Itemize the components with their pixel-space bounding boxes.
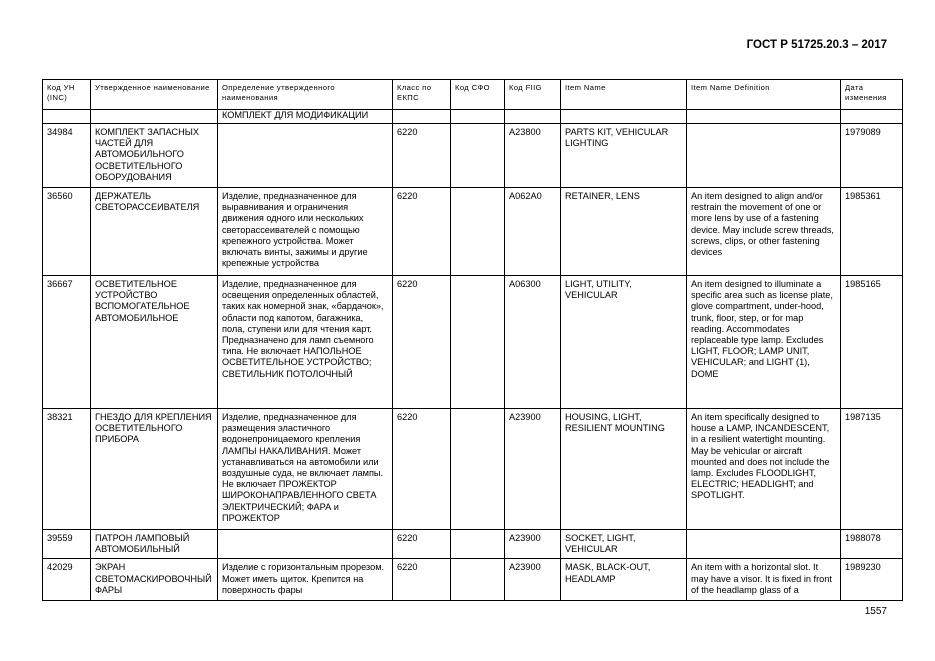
cell-class: 6220 — [393, 530, 451, 559]
col-header-sfo: Код СФО — [451, 80, 505, 110]
col-header-name: Утвержденное наименование — [91, 80, 218, 110]
cell-name: ПАТРОН ЛАМПОВЫЙ АВТОМОБИЛЬНЫЙ — [91, 530, 218, 559]
page-number: 1557 — [864, 606, 887, 617]
cell-name: ОСВЕТИТЕЛЬНОЕ УСТРОЙСТВО ВСПОМОГАТЕЛЬНОЕ АВТОМОБИЛЬНОЕ — [91, 276, 218, 409]
cell-item-name: MASK, BLACK-OUT, HEADLAMP — [561, 559, 687, 601]
cell-definition: Изделие, предназначенное для размещения эластичного водонепроницаемого крепления ЛАМПЫ НАКАЛИВАНИЯ. Может устанавливаться на автомобили или воздушные суда, не включает лампы. Не включает ПРОЖЕКТОР ШИРОКОНАПРАВЛЕННОГО СВЕТА ЭЛЕКТРИЧЕСКИЙ; ФАРА и ПРОЖЕКТОР — [218, 409, 393, 530]
cell-date: 1988078 — [841, 530, 903, 559]
cell-name: КОМПЛЕКТ ЗАПАСНЫХ ЧАСТЕЙ ДЛЯ АВТОМОБИЛЬНОГО ОСВЕТИТЕЛЬНОГО ОБОРУДОВАНИЯ — [91, 124, 218, 188]
cell-fiig: A23900 — [505, 409, 561, 530]
cell-date: 1989230 — [841, 559, 903, 601]
nomenclature-table — [42, 79, 903, 601]
cell-fiig: A062A0 — [505, 188, 561, 276]
cell-name: ДЕРЖАТЕЛЬ СВЕТОРАССЕИВАТЕЛЯ — [91, 188, 218, 276]
cell-item-definition: An item specifically designed to house a LAMP, INCANDESCENT, in a resilient watertight mounting. May be vehicular or aircraft mounted and does not include the lamp. Excludes FLOODLIGHT, ELECTRIC; HEADLIGHT; and SPOTLIGHT. — [687, 409, 841, 530]
cell-fiig: A23900 — [505, 559, 561, 601]
cell-inc: 42029 — [43, 559, 91, 601]
table-row — [43, 124, 903, 188]
standard-designation: ГОСТ Р 51725.20.3 – 2017 — [746, 39, 887, 51]
cell-fiig: A23800 — [505, 124, 561, 188]
cell-item-definition: An item with a horizontal slot. It may have a visor. It is fixed in front of the headlamp glass of a — [687, 559, 841, 601]
table-row — [43, 559, 903, 601]
cell-class: 6220 — [393, 409, 451, 530]
table-row — [43, 409, 903, 530]
cell-inc: 36560 — [43, 188, 91, 276]
cell-sfo — [451, 276, 505, 409]
cell-item-definition: An item designed to align and/or restrain the movement of one or more lens by use of a fastening device. May include screw threads, screws, clips, or other fastening devices — [687, 188, 841, 276]
cell-class: 6220 — [393, 124, 451, 188]
cell-item-name: RETAINER, LENS — [561, 188, 687, 276]
col-header-inc: Код УН (INC) — [43, 80, 91, 110]
cell-item-name: LIGHT, UTILITY, VEHICULAR — [561, 276, 687, 409]
cell-class: 6220 — [393, 276, 451, 409]
cell-definition: Изделие, предназначенное для освещения определенных областей, таких как номерной знак, «бардачок», области под капотом, багажника, пола, ступени или для чтения карт. Предназначено для ламп съемного типа. Не включает НАПОЛЬНОЕ ОСВЕТИТЕЛЬНОЕ УСТРОЙСТВО; СВЕТИЛЬНИК ПОТОЛОЧНЫЙ — [218, 276, 393, 409]
cell-definition — [218, 124, 393, 188]
table-header-row — [43, 80, 903, 110]
cell-fiig: A23900 — [505, 530, 561, 559]
cell-item-name: SOCKET, LIGHT, VEHICULAR — [561, 530, 687, 559]
cell-inc: 38321 — [43, 409, 91, 530]
col-header-item-name: Item Name — [561, 80, 687, 110]
col-header-definition: Определение утвержденного наименования — [218, 80, 393, 110]
cell-sfo — [451, 530, 505, 559]
cell-item-name: HOUSING, LIGHT, RESILIENT MOUNTING — [561, 409, 687, 530]
cell-item-definition — [687, 530, 841, 559]
cell-sfo — [451, 188, 505, 276]
col-header-class: Класс по ЕКПС — [393, 80, 451, 110]
cell-inc: 39559 — [43, 530, 91, 559]
cell-class: 6220 — [393, 559, 451, 601]
cell-sfo — [451, 124, 505, 188]
cell-item-name: PARTS KIT, VEHICULAR LIGHTING — [561, 124, 687, 188]
cell-class: 6220 — [393, 188, 451, 276]
cell-name: ЭКРАН СВЕТОМАСКИРОВОЧНЫЙ ФАРЫ — [91, 559, 218, 601]
cell-definition: Изделие, предназначенное для выравнивания и ограничения движения одного или нескольких светорассеивателей с помощью крепежного устройства. Может включать винты, зажимы и другие крепежные устройства — [218, 188, 393, 276]
cell-definition — [218, 530, 393, 559]
cell-definition: Изделие с горизонтальным прорезом. Может иметь щиток. Крепится на поверхность фары — [218, 559, 393, 601]
col-header-fiig: Код FIIG — [505, 80, 561, 110]
cell-date: 1979089 — [841, 124, 903, 188]
table-row — [43, 276, 903, 409]
cell-item-definition — [687, 124, 841, 188]
table-row — [43, 188, 903, 276]
col-header-item-definition: Item Name Definition — [687, 80, 841, 110]
section-row — [43, 110, 903, 124]
cell-date: 1987135 — [841, 409, 903, 530]
cell-name: ГНЕЗДО ДЛЯ КРЕПЛЕНИЯ ОСВЕТИТЕЛЬНОГО ПРИБОРА — [91, 409, 218, 530]
cell-sfo — [451, 409, 505, 530]
cell-inc: 34984 — [43, 124, 91, 188]
table-row — [43, 530, 903, 559]
cell-inc: 36667 — [43, 276, 91, 409]
cell-date: 1985165 — [841, 276, 903, 409]
cell-sfo — [451, 559, 505, 601]
col-header-date: Дата изменения — [841, 80, 903, 110]
cell-fiig: A06300 — [505, 276, 561, 409]
cell-item-definition: An item designed to illuminate a specific area such as license plate, glove compartment, under-hood, trunk, floor, step, or for map reading. Accommodates replaceable type lamp. Excludes LIGHT, FLOOR; LAMP UNIT, VEHICULAR; and LIGHT (1), DOME — [687, 276, 841, 409]
cell-date: 1985361 — [841, 188, 903, 276]
section-label: КОМПЛЕКТ ДЛЯ МОДИФИКАЦИИ — [218, 110, 393, 124]
